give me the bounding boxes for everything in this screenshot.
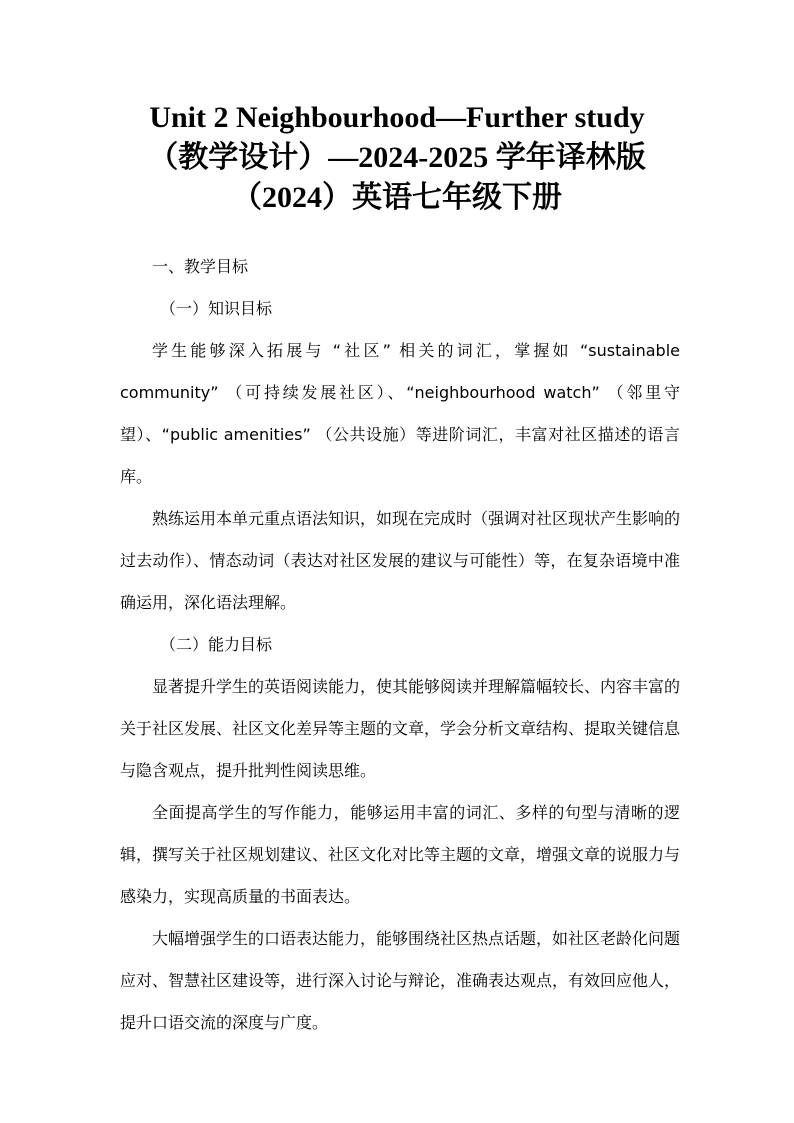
document-body [120,246,680,1044]
paragraph-vocabulary: 学生能够深入拓展与 “社区” 相关的词汇，掌握如 “sustainable community” （可持续发展社区）、“neighbourhood watch” （邻里守望）、“public amenities” （公共设施）等进阶词汇，丰富对社区描述的语言库。 [120,341,680,486]
title-line-3: （2024）英语七年级下册 [232,181,562,214]
paragraph-speaking: 大幅增强学生的口语表达能力，能够围绕社区热点话题，如社区老龄化问题应对、智慧社区建设等，进行深入讨论与辩论，准确表达观点，有效回应他人，提升口语交流的深度与广度。 [120,929,681,1032]
subheading-ability-goals: （二）能力目标 [160,635,273,654]
subheading-knowledge-goals: （一）知识目标 [160,299,273,318]
title-line-2: （教学设计）—2024-2025 学年译林版 [148,141,646,174]
paragraph-grammar: 熟练运用本单元重点语法知识，如现在完成时（强调对社区现状产生影响的过去动作）、情态动词（表达对社区发展的建议与可能性）等，在复杂语境中准确运用，深化语法理解。 [120,509,681,612]
title-line-1: Unit 2 Neighbourhood—Further study [149,101,645,134]
paragraph-reading: 显著提升学生的英语阅读能力，使其能够阅读并理解篇幅较长、内容丰富的关于社区发展、社区文化差异等主题的文章，学会分析文章结构、提取关键信息与隐含观点，提升批判性阅读思维。 [120,677,681,780]
document-title [90,98,704,218]
paragraph-writing: 全面提高学生的写作能力，能够运用丰富的词汇、多样的句型与清晰的逻辑，撰写关于社区规划建议、社区文化对比等主题的文章，增强文章的说服力与感染力，实现高质量的书面表达。 [120,803,681,906]
section-heading-teaching-goals: 一、教学目标 [152,257,249,276]
